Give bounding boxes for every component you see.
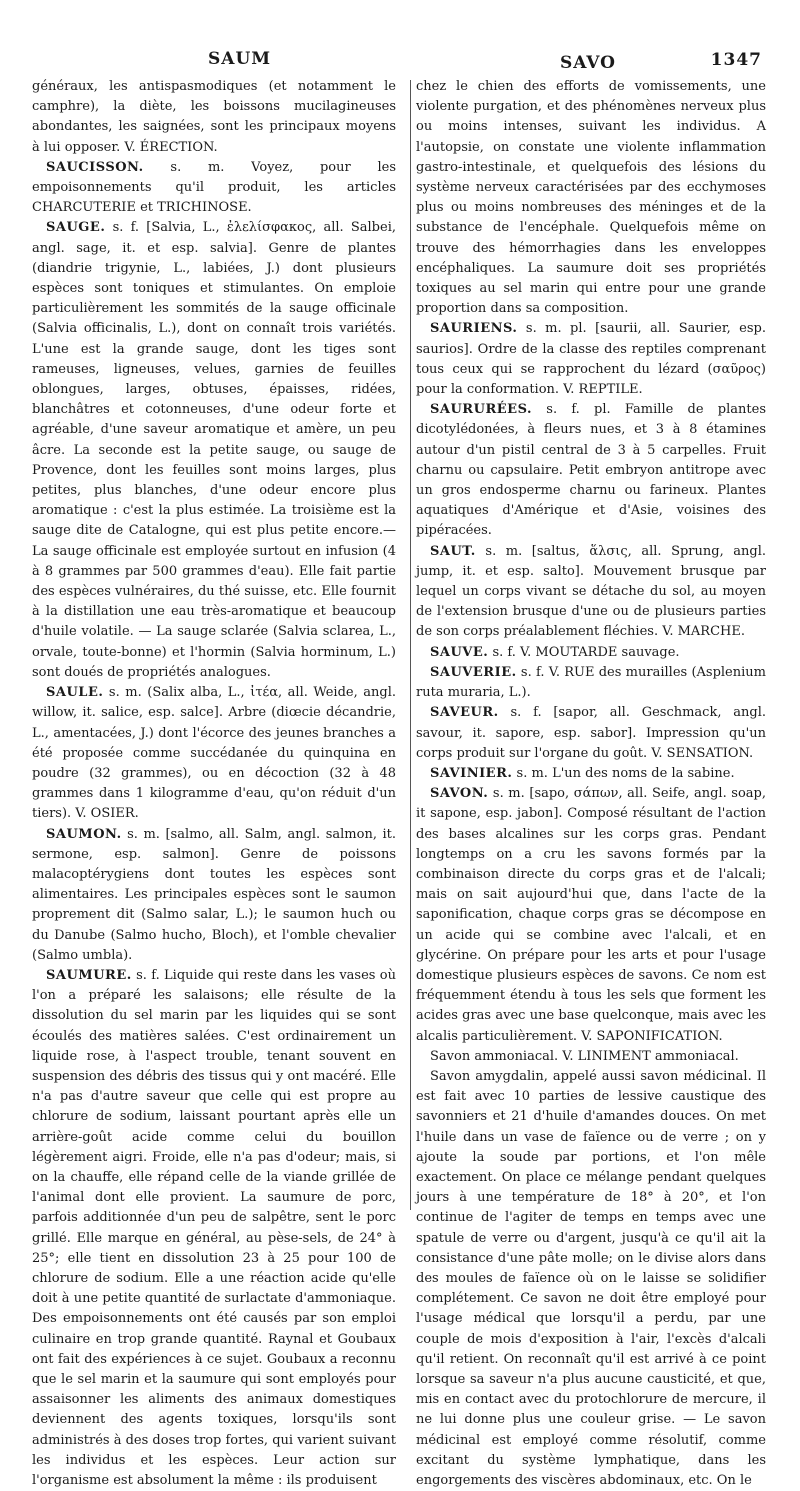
entry-headword: SAUGE.	[46, 220, 106, 236]
entry-paragraph	[32, 158, 396, 219]
entry-text: s. f. pl. Famille de plantes dicotylédonées, à fleurs nues, et 3 à 8 étamines autour d'un pistil central de 3 à 5 carpelles. Fruit charnu ou capsulaire. Petit embryon antitrope avec un gros endosperme charnu ou farineux. Plantes aquatiques d'Amérique et d'Asie, voisines des pipéracées.	[416, 402, 766, 539]
entry-text: généraux, les antispasmodiques (et notamment le camphre), la diète, les boissons mucilagineuses abondantes, les saignées, sont les principaux moyens à lui opposer. V. ÉRECTION.	[32, 79, 396, 155]
entry-paragraph	[416, 643, 766, 663]
entry-headword: SAURURÉES.	[430, 402, 533, 418]
entry-headword: SAUVE.	[430, 644, 489, 660]
entry-text: s. m. Voyez, pour les empoisonnements qu'il produit, les articles CHARCUTERIE et TRICHINOSE.	[32, 159, 396, 216]
page-number: 1347	[710, 50, 762, 70]
column-divider	[410, 80, 411, 1210]
entry-text: Savon ammoniacal. V. LINIMENT ammoniacal.	[430, 1048, 739, 1064]
entry-headword: SAULE.	[46, 685, 104, 701]
entry-headword: SAUMON.	[46, 826, 122, 842]
entry-paragraph	[416, 542, 766, 643]
entry-paragraph	[32, 683, 396, 824]
entry-text: s. m. [sapo, σάπων, all. Seife, angl. soap, it sapone, esp. jabon]. Composé résultant de l'action des bases alcalines sur les corps gras. Pendant longtemps on a cru les savons formés par la combinaison directe du corps gras et de l'alcali; mais on sait aujourd'hui que, dans l'acte de la saponification, chaque corps gras se décompose en un acide qui se combine avec l'alcali, et en glycérine. On prépare pour les arts et pour l'usage domestique plusieurs espèces de savons. Ce nom est fréquemment étendu à tous les sels que forment les acides gras avec une base quelconque, mais avec les alcalis particulièrement. V. SAPONIFICATION.	[416, 786, 766, 1044]
entry-text: s. m. [saltus, ἅλσις, all. Sprung, angl. jump, it. et esp. salto]. Mouvement brusque par lequel un corps vivant se détache du sol, au moyen de l'extension brusque d'une ou de plusieurs parties de son corps préalablement fléchies. V. MARCHE.	[416, 543, 766, 640]
entry-text: s. m. pl. [saurii, all. Saurier, esp. saurios]. Ordre de la classe des reptiles comprenant tous ceux qui se rapprochent du lézard (σαῦρος) pour la conformation. V. REPTILE.	[416, 321, 766, 398]
entry-headword: SAVEUR.	[430, 705, 499, 721]
entry-paragraph	[32, 218, 396, 683]
entry-paragraph	[32, 77, 396, 158]
entry-paragraph	[416, 764, 766, 784]
entry-headword: SAURIENS.	[430, 321, 518, 337]
entry-headword: SAUT.	[430, 543, 476, 559]
entry-paragraph	[32, 825, 396, 966]
entry-headword: SAUCISSON.	[46, 159, 144, 175]
entry-headword: SAUMURE.	[46, 967, 132, 983]
entry-text: s. f. V. MOUTARDE sauvage.	[492, 644, 680, 660]
running-header	[0, 45, 800, 75]
entry-headword: SAVINIER.	[430, 765, 513, 781]
entry-text: s. f. [sapor, all. Geschmack, angl. savour, it. sapore, esp. sabor]. Impression qu'un corps produit sur l'organe du goût. V. SENSATION.	[416, 705, 766, 761]
entry-text: s. m. (Salix alba, L., ἰτέα, all. Weide, angl. willow, it. salice, esp. salce]. Arbre (diœcie décandrie, L., amentacées, J.) dont l'écorce des jeunes branches a été proposée comme succédanée du quinquina en poudre (32 grammes), ou en décoction (32 à 48 grammes dans 1 kilogramme d'eau, qu'on réduit d'un tiers). V. OSIER.	[32, 685, 396, 822]
entry-text: s. f. [Salvia, L., ἐλελίσφακος, all. Salbei, angl. sage, it. et esp. salvia]. Genre de plantes (diandrie trigynie, L., labiées, J.) dont plusieurs espèces sont toniques et stimulantes. On emploie particulièrement les sommités de la sauge officinale (Salvia officinalis, L.), dont on connaît trois variétés. L'une est la grande sauge, dont les tiges sont rameuses, ligneuses, velues, garnies de feuilles oblongues, larges, obtuses, épaisses, ridées, blanchâtres et cotonneuses, d'une odeur forte et agréable, d'une saveur aromatique et amère, un peu âcre. La seconde est la petite sauge, ou sauge de Provence, dont les feuilles sont moins larges, plus petites, plus blanches, d'une odeur encore plus aromatique : c'est la plus estimée. La troisième est la sauge dite de Catalogne, qui est plus petite encore.— La sauge officinale est employée surtout en infusion (4 à 8 grammes par 500 grammes d'eau). Elle fait partie des espèces vulnéraires, du thé suisse, etc. Elle fournit à la distillation une eau très-aromatique et beaucoup d'huile volatile. — La sauge sclarée (Salvia sclarea, L., orvale, toute-bonne) et l'hormin (Salvia horminum, L.) sont doués de propriétés analogues.	[32, 220, 396, 680]
entry-paragraph	[32, 966, 396, 1491]
header-left-word: SAUM	[208, 49, 272, 69]
entry-text: s. f. V. RUE des murailles (Asplenium ruta muraria, L.).	[416, 664, 766, 701]
entry-paragraph	[416, 400, 766, 541]
entry-text: chez le chien des efforts de vomissements, une violente purgation, et des phénomènes nerveux plus ou moins intenses, suivant les individus. A l'autopsie, on constate une violente inflammation gastro-intestinale, et quelquefois des lésions du système nerveux caractérisées par des ecchymoses plus ou moins nombreuses des méninges et de la substance de l'encéphale. Quelquefois même on trouve des hémorrhagies dans les enveloppes encéphaliques. La saumure doit ses propriétés toxiques au sel marin qui entre pour une grande proportion dans sa composition.	[416, 79, 766, 317]
entry-headword: SAVON.	[430, 786, 489, 802]
entry-paragraph	[416, 1047, 766, 1067]
entry-headword: SAUVERIE.	[430, 664, 517, 680]
entry-paragraph	[416, 703, 766, 764]
entry-text: s. m. [salmo, all. Salm, angl. salmon, it. sermone, esp. salmon]. Genre de poissons malacoptérygiens dont toutes les espèces sont alimentaires. Les principales espèces sont le saumon proprement dit (Salmo salar, L.); le saumon huch ou du Danube (Salmo hucho, Bloch), et l'omble chevalier (Salmo umbla).	[32, 826, 396, 963]
entry-paragraph	[416, 663, 766, 703]
entry-paragraph	[416, 784, 766, 1047]
header-center-word: SAVO	[560, 53, 616, 73]
right-column	[416, 77, 766, 1489]
entry-text: s. f. Liquide qui reste dans les vases où l'on a préparé les salaisons; elle résulte de la dissolution du sel marin par les liquides qui se sont écoulés des matières salées. C'est ordinairement un liquide rose, à l'aspect trouble, tenant souvent en suspension des débris des tissus qui y ont macéré. Elle n'a pas d'autre saveur que celle qui est propre au chlorure de sodium, laissant pourtant après elle un arrière-goût acide comme celui du bouillon légèrement aigri. Froide, elle n'a pas d'odeur; mais, si on la chauffe, elle répand celle de la viande grillée de l'animal dont elle provient. La saumure de porc, parfois additionnée d'un peu de salpêtre, sent le porc grillé. Elle marque en général, au pèse-sels, de 24° à 25°; elle tient en dissolution 23 à 25 pour 100 de chlorure de sodium. Elle a une réaction acide qu'elle doit à une petite quantité de surlactate d'ammoniaque. Des empoisonnements ont été causés par son emploi culinaire en trop grande quantité. Raynal et Goubaux ont fait des expériences à ce sujet. Goubaux a reconnu que le sel marin et la saumure qui sont employés pour assaisonner les aliments des animaux domestiques deviennent des agents toxiques, lorsqu'ils sont administrés à des doses trop fortes, qui varient suivant les individus et les espèces. Leur action sur l'organisme est absolument la même : ils produisent	[32, 967, 396, 1489]
entry-text: s. m. L'un des noms de la sabine.	[516, 765, 735, 781]
entry-paragraph	[416, 77, 766, 319]
entry-paragraph	[416, 1067, 766, 1491]
entry-text: Savon amygdalin, appelé aussi savon médicinal. Il est fait avec 10 parties de lessive caustique des savonniers et 21 d'huile d'amandes douces. On met l'huile dans un vase de faïence ou de verre ; on y ajoute la soude par portions, et l'on mêle exactement. On place ce mélange pendant quelques jours à une température de 18° à 20°, et l'on continue de l'agiter de temps en temps avec une spatule de verre ou d'argent, jusqu'à ce qu'il ait la consistance d'une pâte molle; on le divise alors dans des moules de faïence où on le laisse se solidifier complétement. Ce savon ne doit être employé pour l'usage médical que lorsqu'il a perdu, par une couple de mois d'exposition à l'air, l'excès d'alcali qu'il retient. On reconnaît qu'il est arrivé à ce point lorsque sa saveur n'a plus aucune causticité, et que, mis en contact avec du protochlorure de mercure, il ne lui donne plus une couleur grise. — Le savon médicinal est employé comme résolutif, comme excitant du système lymphatique, dans les engorgements des viscères abdominaux, etc. On le	[416, 1068, 766, 1489]
entry-paragraph	[416, 319, 766, 400]
left-column	[32, 77, 396, 1489]
